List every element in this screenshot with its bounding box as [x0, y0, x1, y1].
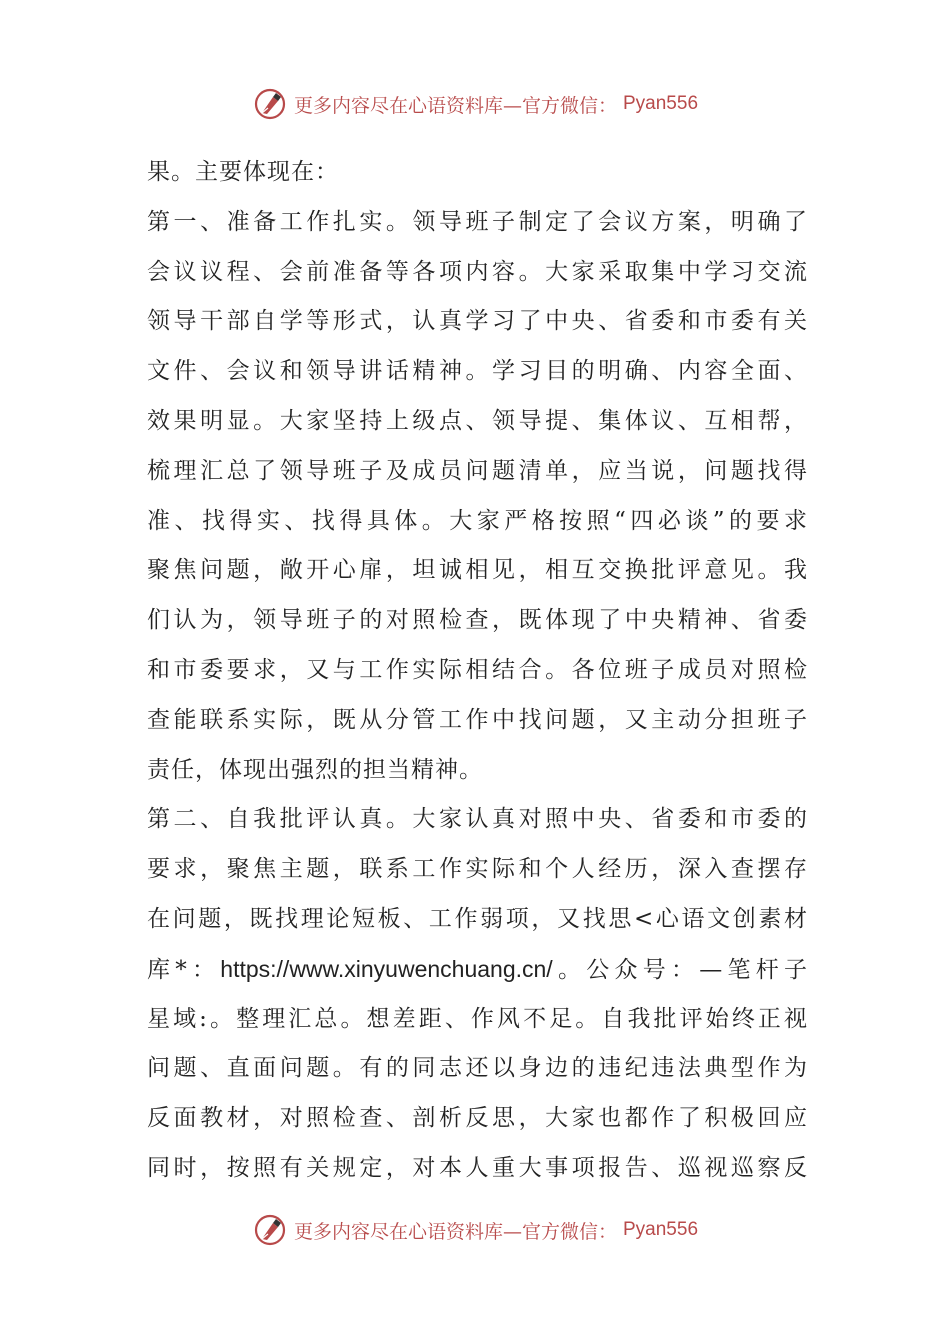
text-line: 和市委要求，又与工作实际相结合。各位班子成员对照检 — [147, 656, 807, 683]
text-line: 准、找得实、找得具体。大家严格按照“四必谈”的要求 — [147, 507, 807, 534]
banner-text: 更多内容尽在心语资料库—官方微信： — [293, 1220, 617, 1243]
footer-watermark-banner — [0, 1208, 950, 1252]
website-url-text: https://www.xinyuwenchuang.cn/ — [220, 955, 553, 982]
pen-nib-logo-icon — [252, 1212, 288, 1248]
text-line: 梳理汇总了领导班子及成员问题清单，应当说，问题找得 — [147, 457, 807, 484]
text-line-with-url: 库*：https://www.xinyuwenchuang.cn/。公众号：—笔杆子 — [147, 955, 807, 983]
text-line: 问题、直面问题。有的同志还以身边的违纪违法典型作为 — [147, 1055, 807, 1082]
text-line: 们认为，领导班子的对照检查，既体现了中央精神、省委 — [147, 607, 807, 634]
banner-wechat-id: Pyan556 — [623, 93, 699, 114]
text-line: 聚焦问题，敞开心扉，坦诚相见，相互交换批评意见。我 — [147, 557, 807, 584]
text-line: 效果明显。大家坚持上级点、领导提、集体议、互相帮， — [147, 407, 807, 434]
text-line: 查能联系实际，既从分管工作中找问题，又主动分担班子 — [147, 706, 807, 733]
banner-wechat-id: Pyan556 — [623, 1219, 699, 1240]
text-line: 领导干部自学等形式，认真学习了中央、省委和市委有关 — [147, 308, 807, 335]
header-watermark-banner — [0, 82, 950, 126]
text-line: 果。主要体现在： — [147, 159, 339, 185]
text-line: 责任，体现出强烈的担当精神。 — [147, 756, 483, 783]
text-line: 第二、自我批评认真。大家认真对照中央、省委和市委的 — [147, 806, 807, 833]
text-line: 第一、准备工作扎实。领导班子制定了会议方案，明确了 — [147, 208, 807, 235]
banner-text: 更多内容尽在心语资料库—官方微信： — [293, 94, 617, 117]
text-line: 反面教材，对照检查、剖析反思，大家也都作了积极回应 — [147, 1105, 807, 1132]
text-line: 会议议程、会前准备等各项内容。大家采取集中学习交流 — [147, 258, 807, 285]
pen-nib-logo-icon — [252, 86, 288, 122]
text-line: 星域:。整理汇总。想差距、作风不足。自我批评始终正视 — [147, 1005, 807, 1032]
text-line: 同时，按照有关规定，对本人重大事项报告、巡视巡察反 — [147, 1154, 807, 1181]
text-line: 要求，聚焦主题，联系工作实际和个人经历，深入查摆存 — [147, 856, 807, 883]
text-line: 在问题，既找理论短板、工作弱项，又找思<心语文创素材 — [147, 905, 807, 932]
text-line: 文件、会议和领导讲话精神。学习目的明确、内容全面、 — [147, 358, 807, 385]
document-body — [147, 148, 807, 1194]
